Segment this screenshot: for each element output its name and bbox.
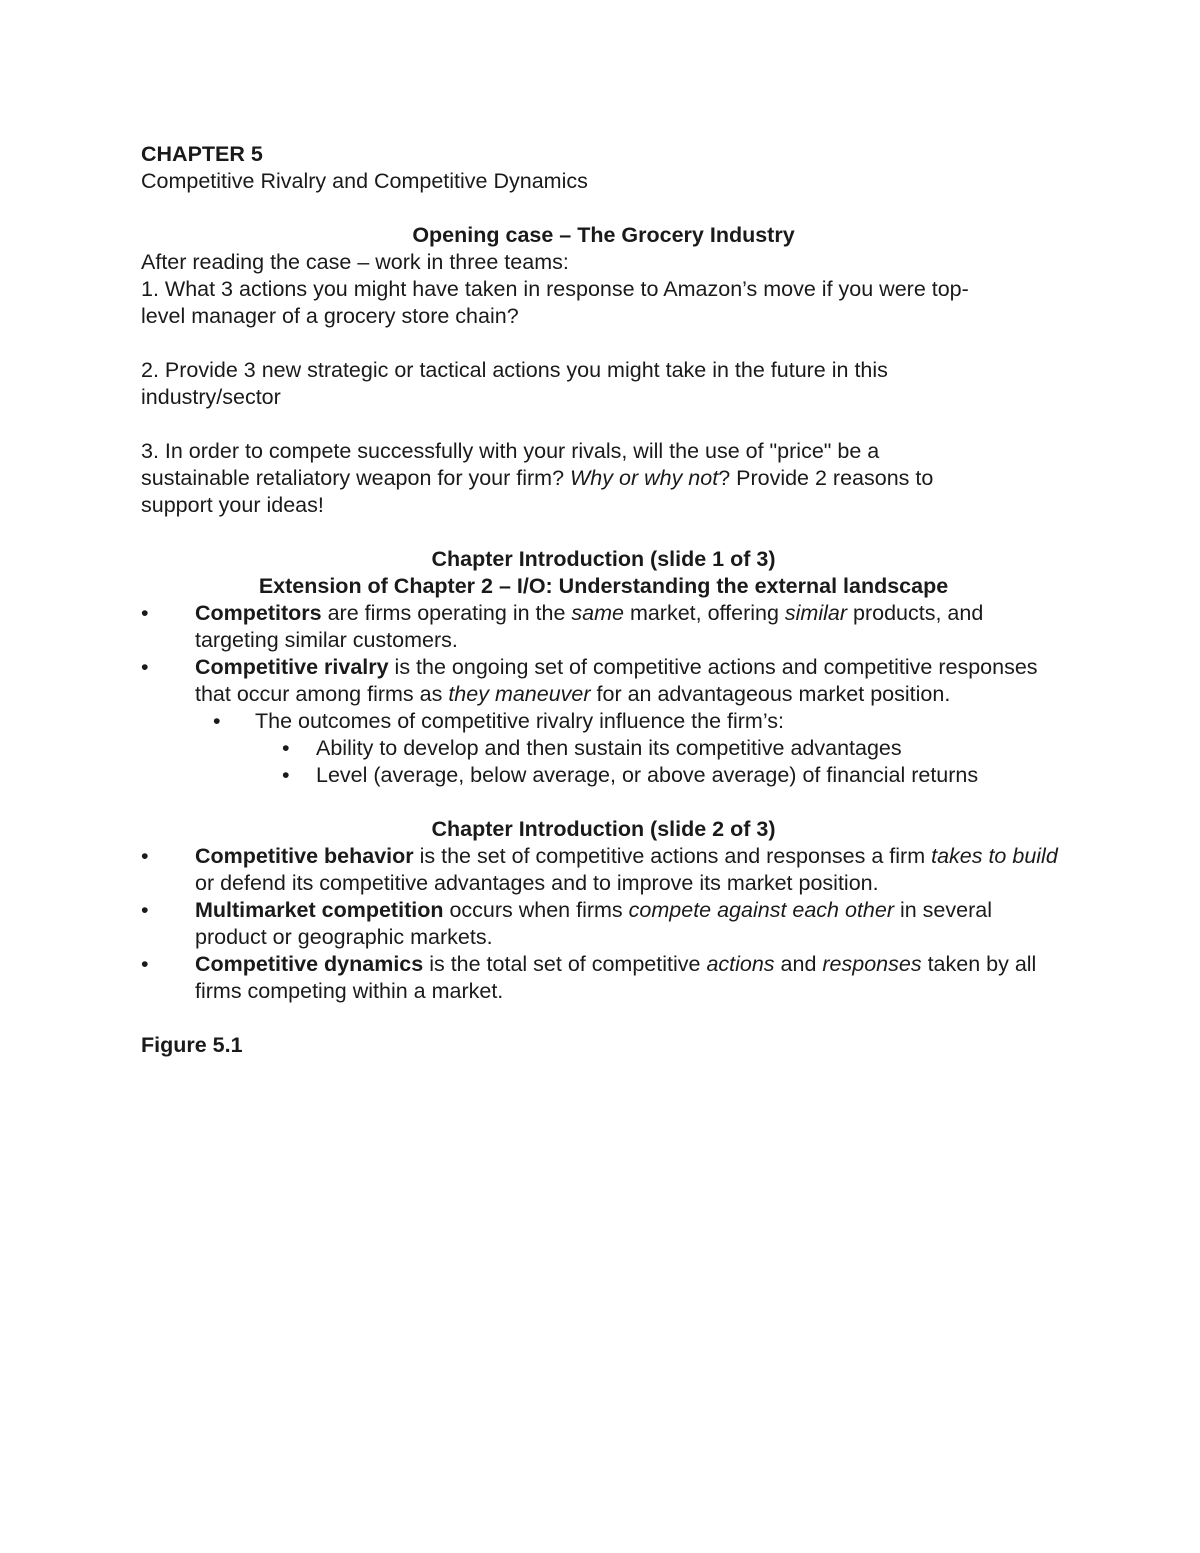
document-page bbox=[141, 141, 1066, 1059]
opening-case-intro: After reading the case – work in three teams: bbox=[141, 250, 569, 274]
slide1-heading: Chapter Introduction (slide 1 of 3) bbox=[431, 547, 776, 571]
question-3: 3. In order to compete successfully with your rivals, will the use of "price" be a sustainable retaliatory weapon for your firm? Why or why not? Provide 2 reasons to support your ideas! bbox=[141, 439, 934, 517]
slide2-bullet-list bbox=[141, 843, 1066, 1005]
figure-label: Figure 5.1 bbox=[141, 1033, 243, 1057]
list-item: • Competitive behavior is the set of competitive actions and responses a firm takes to build or defend its competitive advantages and to improve its market position. bbox=[141, 843, 1066, 897]
list-item: • The outcomes of competitive rivalry influence the firm’s: bbox=[141, 708, 1066, 735]
slide1-bullet-list bbox=[141, 600, 1066, 789]
slide2-heading: Chapter Introduction (slide 2 of 3) bbox=[431, 817, 776, 841]
list-item: • Ability to develop and then sustain its competitive advantages bbox=[141, 735, 1066, 762]
chapter-label: CHAPTER 5 bbox=[141, 142, 263, 166]
opening-case-heading: Opening case – The Grocery Industry bbox=[412, 223, 795, 247]
slide1-subheading: Extension of Chapter 2 – I/O: Understanding the external landscape bbox=[258, 574, 949, 598]
list-item: • Level (average, below average, or above average) of financial returns bbox=[141, 762, 1066, 789]
question-1: 1. What 3 actions you might have taken in response to Amazon’s move if you were top- level manager of a grocery store chain? bbox=[141, 277, 969, 328]
question-2: 2. Provide 3 new strategic or tactical actions you might take in the future in this industry/sector bbox=[141, 358, 888, 409]
list-item: • Competitive rivalry is the ongoing set of competitive actions and competitive responses that occur among firms as they maneuver for an advantageous market position. bbox=[141, 654, 1066, 708]
list-item: • Competitors are firms operating in the same market, offering similar products, and targeting similar customers. bbox=[141, 600, 1066, 654]
chapter-title: Competitive Rivalry and Competitive Dynamics bbox=[141, 169, 588, 193]
list-item: • Multimarket competition occurs when firms compete against each other in several product or geographic markets. bbox=[141, 897, 1066, 951]
list-item: • Competitive dynamics is the total set of competitive actions and responses taken by all firms competing within a market. bbox=[141, 951, 1066, 1005]
